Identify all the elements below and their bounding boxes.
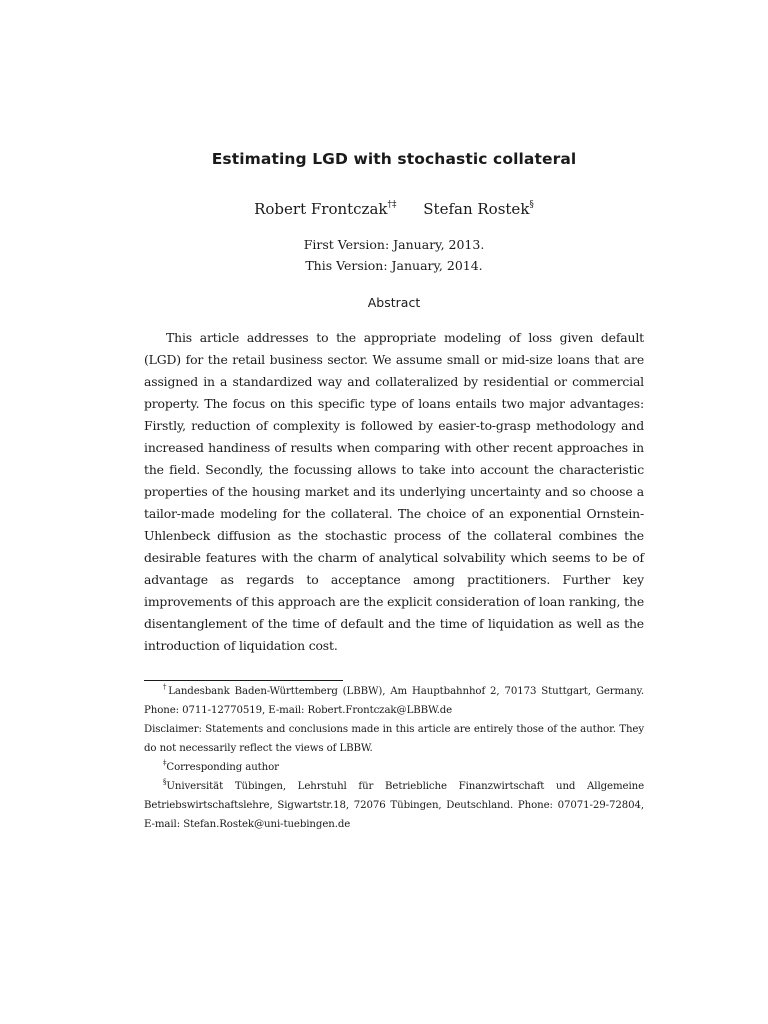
version-info — [144, 234, 644, 276]
author-name: Robert Frontczak — [254, 200, 388, 218]
footnote-mark: § — [163, 778, 167, 786]
author-footnote-marks: § — [529, 200, 534, 210]
paper-title: Estimating LGD with stochastic collateral — [211, 150, 577, 168]
footnote-mark: † — [163, 683, 169, 691]
footnote-affiliation-frontczak — [144, 682, 644, 720]
abstract-heading: Abstract — [367, 295, 421, 310]
footnote-rule — [144, 680, 343, 681]
author-frontczak — [254, 200, 396, 218]
footnote-text: Landesbank Baden-Württemberg (LBBW), Am Hauptbahnhof 2, 70173 Stuttgart, Germany. Phone: 0711-12770519, E-mail: Robert.Frontczak@LBBW.de — [144, 686, 644, 716]
footnote-text: Disclaimer: Statements and conclusions made in this article are entirely those of the author. They do not necessarily reflect the views of LBBW. — [144, 724, 644, 754]
footnote-mark: ‡ — [163, 759, 167, 767]
abstract-body: This article addresses to the appropriate modeling of loss given default (LGD) for the retail business sector. We assume small or mid-size loans that are assigned in a standardized way and collateralized by residential or commercial property. The focus on this specific type of loans entails two major advantages: Firstly, reduction of complexity is followed by easier-to-grasp methodology and increased handiness of results when comparing with other recent approaches in the field. Secondly, the focussing allows to take into account the characteristic properties of the housing market and its underlying uncertainty and so choose a tailor-made modeling for the collateral. The choice of an exponential Ornstein-Uhlenbeck diffusion as the stochastic process of the collateral combines the desirable features with the charm of analytical solvability which seems to be of advantage as regards to acceptance among practitioners. Further key improvements of this approach are the explicit consideration of loan ranking, the disentanglement of the time of default and the time of liquidation as well as the introduction of liquidation cost. — [144, 330, 644, 653]
footnote-disclaimer — [144, 720, 644, 758]
author-list — [144, 200, 644, 218]
author-name: Stefan Rostek — [423, 200, 530, 218]
author-rostek — [423, 200, 534, 218]
footnote-text: Corresponding author — [166, 762, 279, 773]
this-version: This Version: January, 2014. — [305, 258, 483, 273]
first-version: First Version: January, 2013. — [303, 237, 485, 252]
paper-page — [144, 0, 644, 1024]
author-footnote-marks: †‡ — [387, 200, 397, 210]
footnote-text: Universität Tübingen, Lehrstuhl für Betriebliche Finanzwirtschaft und Allgemeine Betriebswirtschaftslehre, Sigwartstr.18, 72076 Tübingen, Deutschland. Phone: 07071-29-72804, E-mail: Stefan.Rostek@uni-tuebingen.de — [144, 781, 644, 830]
footnote-corresponding-author — [144, 758, 644, 777]
footnotes — [144, 682, 644, 834]
footnote-affiliation-rostek — [144, 777, 644, 834]
